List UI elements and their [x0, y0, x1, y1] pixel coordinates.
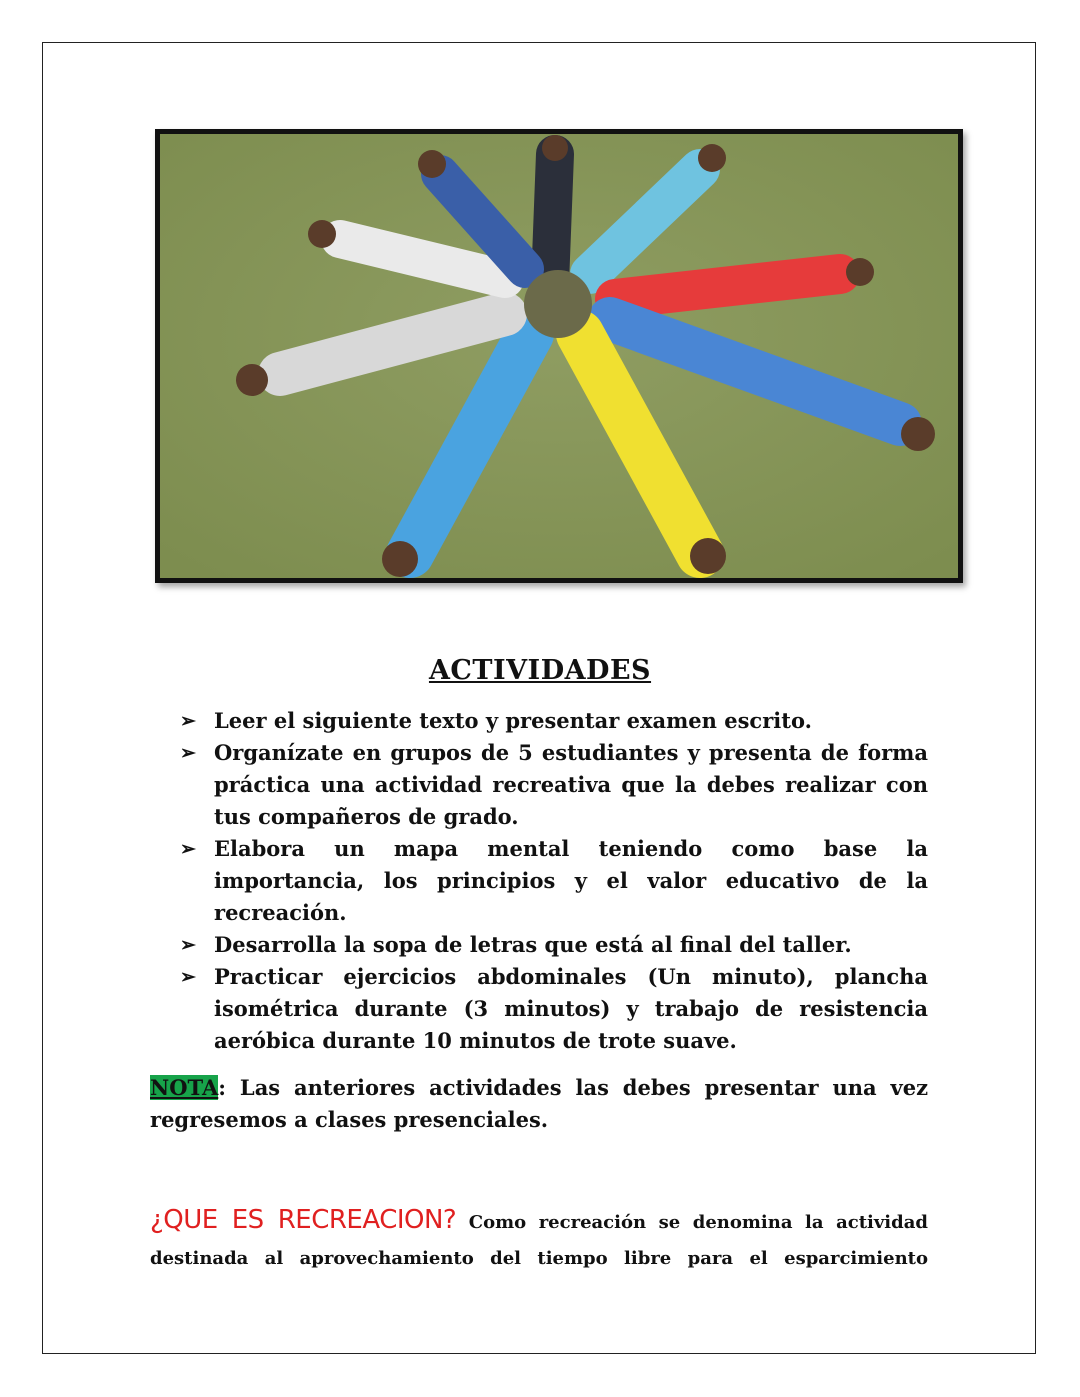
- arrow-bullet-icon: ➢: [180, 710, 196, 732]
- nota-text: : Las anteriores actividades las debes presentar una vez regresemos a clases presenciales.: [150, 1075, 928, 1132]
- group-photo: [155, 129, 963, 583]
- arrow-bullet-icon: ➢: [180, 742, 196, 764]
- recreation-text: Como recreación se denomina la actividad destinada al aprovechamiento del tiempo libre para el esparcimiento: [150, 1212, 928, 1269]
- arrow-bullet-icon: ➢: [180, 934, 196, 956]
- activities-list: [180, 705, 928, 1057]
- list-item: ➢ Organízate en grupos de 5 estudiantes y presenta de forma práctica una actividad recreativa que la debes realizar con tus compañeros de grado.: [180, 737, 928, 833]
- arrow-bullet-icon: ➢: [180, 966, 196, 988]
- recreation-paragraph: [150, 1202, 928, 1277]
- arrow-bullet-icon: ➢: [180, 838, 196, 860]
- list-item: ➢ Elabora un mapa mental teniendo como base la importancia, los principios y el valor educativo de la recreación.: [180, 833, 928, 929]
- activities-title: ACTIVIDADES: [428, 655, 652, 686]
- nota-paragraph: [150, 1072, 928, 1136]
- list-item: ➢ Leer el siguiente texto y presentar examen escrito.: [180, 705, 928, 737]
- list-item: ➢ Desarrolla la sopa de letras que está al final del taller.: [180, 929, 928, 961]
- recreation-heading: ¿QUE ES RECREACION?: [150, 1205, 457, 1235]
- list-item: ➢ Practicar ejercicios abdominales (Un minuto), plancha isométrica durante (3 minutos) y trabajo de resistencia aeróbica durante 10 minutos de trote suave.: [180, 961, 928, 1057]
- nota-label: NOTA: [150, 1075, 219, 1100]
- group-photo-icon: [160, 134, 958, 578]
